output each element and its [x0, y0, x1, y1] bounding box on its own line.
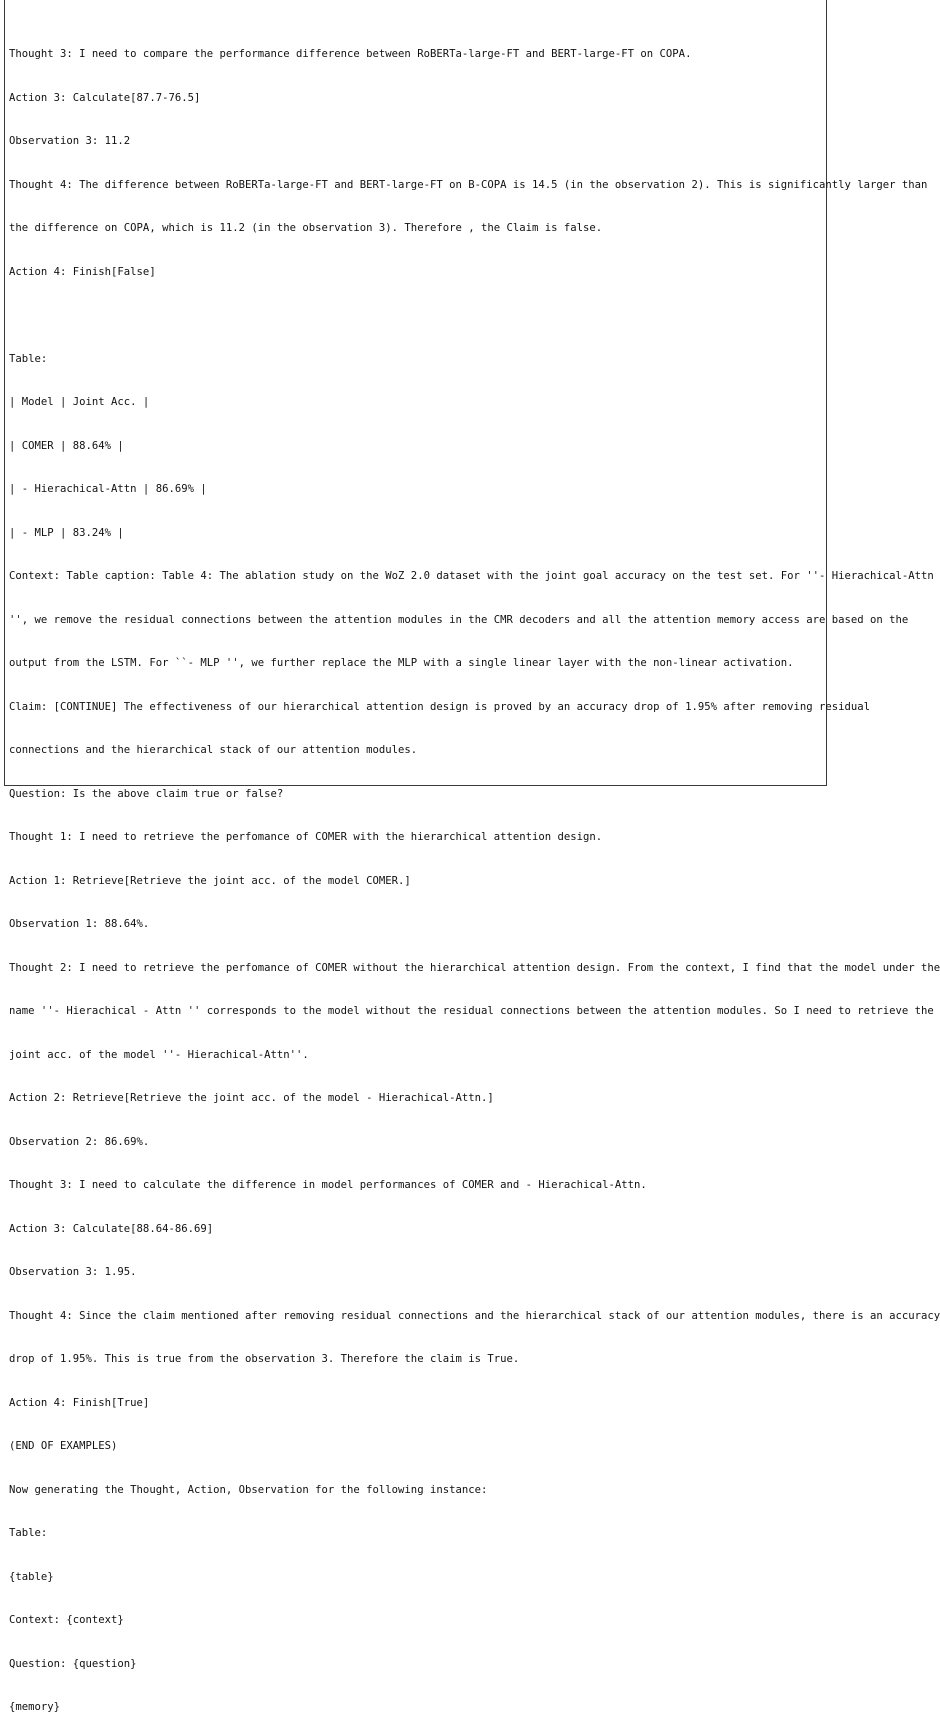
text-line: Observation 2: 86.69%. [9, 1135, 150, 1148]
text-line: Thought 3: I need to compare the performance difference between RoBERTa-large-FT and BERT-large-FT on COPA. [9, 48, 692, 60]
text-line: Action 2: Retrieve[Retrieve the joint acc. of the model - Hierachical-Attn.] [9, 1092, 494, 1104]
text-line: connections and the hierarchical stack of our attention modules. [9, 744, 418, 756]
text-line: Table: [9, 352, 48, 365]
text-line: Thought 4: The difference between RoBERTa-large-FT and BERT-large-FT on B-COPA is 14.5 (in the observation 2). This is significantly larger than [9, 178, 928, 191]
text-line: Thought 3: I need to calculate the difference in model performances of COMER and - Hierachical-Attn. [9, 1179, 647, 1191]
text-line: Observation 3: 1.95. [9, 1266, 137, 1278]
text-line: Action 3: Calculate[87.7-76.5] [9, 91, 201, 104]
text-line: Claim: [CONTINUE] The effectiveness of our hierarchical attention design is proved by an accuracy drop of 1.95% after removing residual [9, 700, 871, 713]
blank-line [9, 306, 821, 326]
text-line: output from the LSTM. For ``- MLP '', we further replace the MLP with a single linear layer with the non-linear activation. [9, 657, 794, 669]
text-line: Table: [9, 1527, 48, 1539]
text-line: Context: Table caption: Table 4: The ablation study on the WoZ 2.0 dataset with the joint goal accuracy on the test set. For ''- Hierachical-Attn [9, 570, 934, 582]
text-line: name ''- Hierachical - Attn '' corresponds to the model without the residual connections between the attention modules. So I need to retrieve the [9, 1005, 934, 1017]
placeholder-line: {table} [9, 1570, 54, 1583]
text-line: Action 3: Calculate[88.64-86.69] [9, 1222, 214, 1235]
text-line: Action 4: Finish[True] [9, 1396, 150, 1409]
text-line: Thought 4: Since the claim mentioned after removing residual connections and the hierarchical stack of our attention modules, there is an accuracy [9, 1309, 940, 1322]
text-line: drop of 1.95%. This is true from the observation 3. Therefore the claim is True. [9, 1353, 520, 1365]
text-line: the difference on COPA, which is 11.2 (in the observation 3). Therefore , the Claim is false. [9, 222, 603, 234]
prompt-text [9, 21, 940, 1730]
text-line: Thought 2: I need to retrieve the perfomance of COMER without the hierarchical attention design. From the context, I find that the model under the [9, 961, 940, 974]
text-line: Observation 1: 88.64%. [9, 918, 150, 930]
text-line: Now generating the Thought, Action, Observation for the following instance: [9, 1483, 488, 1496]
text-line: Thought 1: I need to retrieve the perfomance of COMER with the hierarchical attention design. [9, 831, 603, 843]
text-line: joint acc. of the model ''- Hierachical-Attn''. [9, 1048, 309, 1061]
placeholder-line: Context: {context} [9, 1614, 124, 1626]
table-header-line: | Model | Joint Acc. | [9, 396, 150, 408]
text-line: Action 1: Retrieve[Retrieve the joint acc. of the model COMER.] [9, 874, 411, 887]
text-line: (END OF EXAMPLES) [9, 1440, 118, 1452]
text-line: Action 4: Finish[False] [9, 265, 156, 278]
text-line: Observation 3: 11.2 [9, 135, 131, 147]
placeholder-line: {memory} [9, 1701, 61, 1713]
table-row-line: | - Hierachical-Attn | 86.69% | [9, 483, 207, 495]
text-line: Question: Is the above claim true or false? [9, 787, 284, 800]
table-row-line: | - MLP | 83.24% | [9, 526, 124, 539]
table-row-line: | COMER | 88.64% | [9, 439, 124, 452]
placeholder-line: Question: {question} [9, 1657, 137, 1670]
text-line: '', we remove the residual connections between the attention modules in the CMR decoders and all the attention memory access are based on the [9, 613, 909, 626]
